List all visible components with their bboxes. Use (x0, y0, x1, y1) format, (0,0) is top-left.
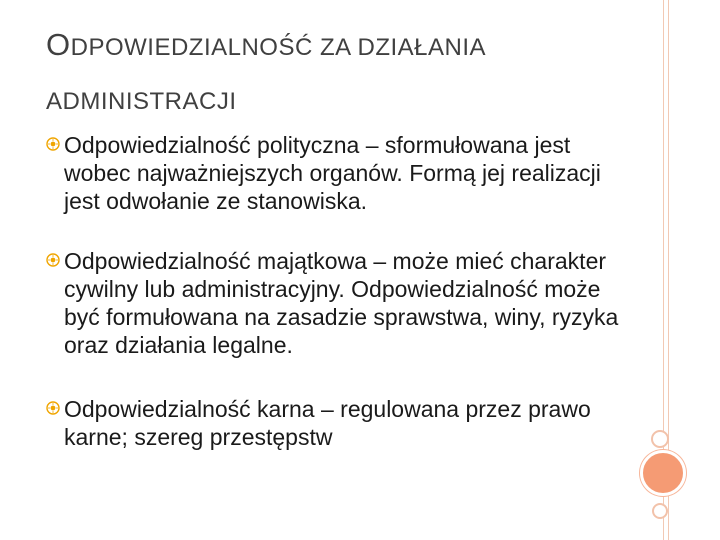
decorative-circle-tiny (652, 503, 668, 519)
bullet-item (46, 131, 626, 215)
sun-bullet-icon (46, 253, 60, 267)
bullet-text: Odpowiedzialność karna – regulowana przez prawo karne; szereg przestępstw (64, 396, 591, 450)
bullet-item (46, 395, 626, 451)
title-rest: DPOWIEDZIALNOŚĆ ZA DZIAŁANIA ADMINISTRACJI (46, 34, 485, 115)
bullet-text: Odpowiedzialność majątkowa – może mieć charakter cywilny lub administracyjny. Odpowiedzialność może być formułowana na zasadzie sprawstwa, winy, ryzyka oraz działania legalne. (64, 248, 619, 358)
bullet-list (46, 131, 626, 451)
sun-bullet-icon (46, 401, 60, 415)
decorative-circle-small (651, 430, 669, 448)
sun-bullet-icon (46, 137, 60, 151)
decorative-circle-large (640, 450, 686, 496)
slide-title (46, 18, 636, 129)
bullet-text: Odpowiedzialność polityczna – sformułowana jest wobec najważniejszych organów. Formą jej realizacji jest odwołanie ze stanowiska. (64, 132, 601, 214)
title-first-letter: O (46, 27, 71, 62)
bullet-item (46, 247, 626, 359)
